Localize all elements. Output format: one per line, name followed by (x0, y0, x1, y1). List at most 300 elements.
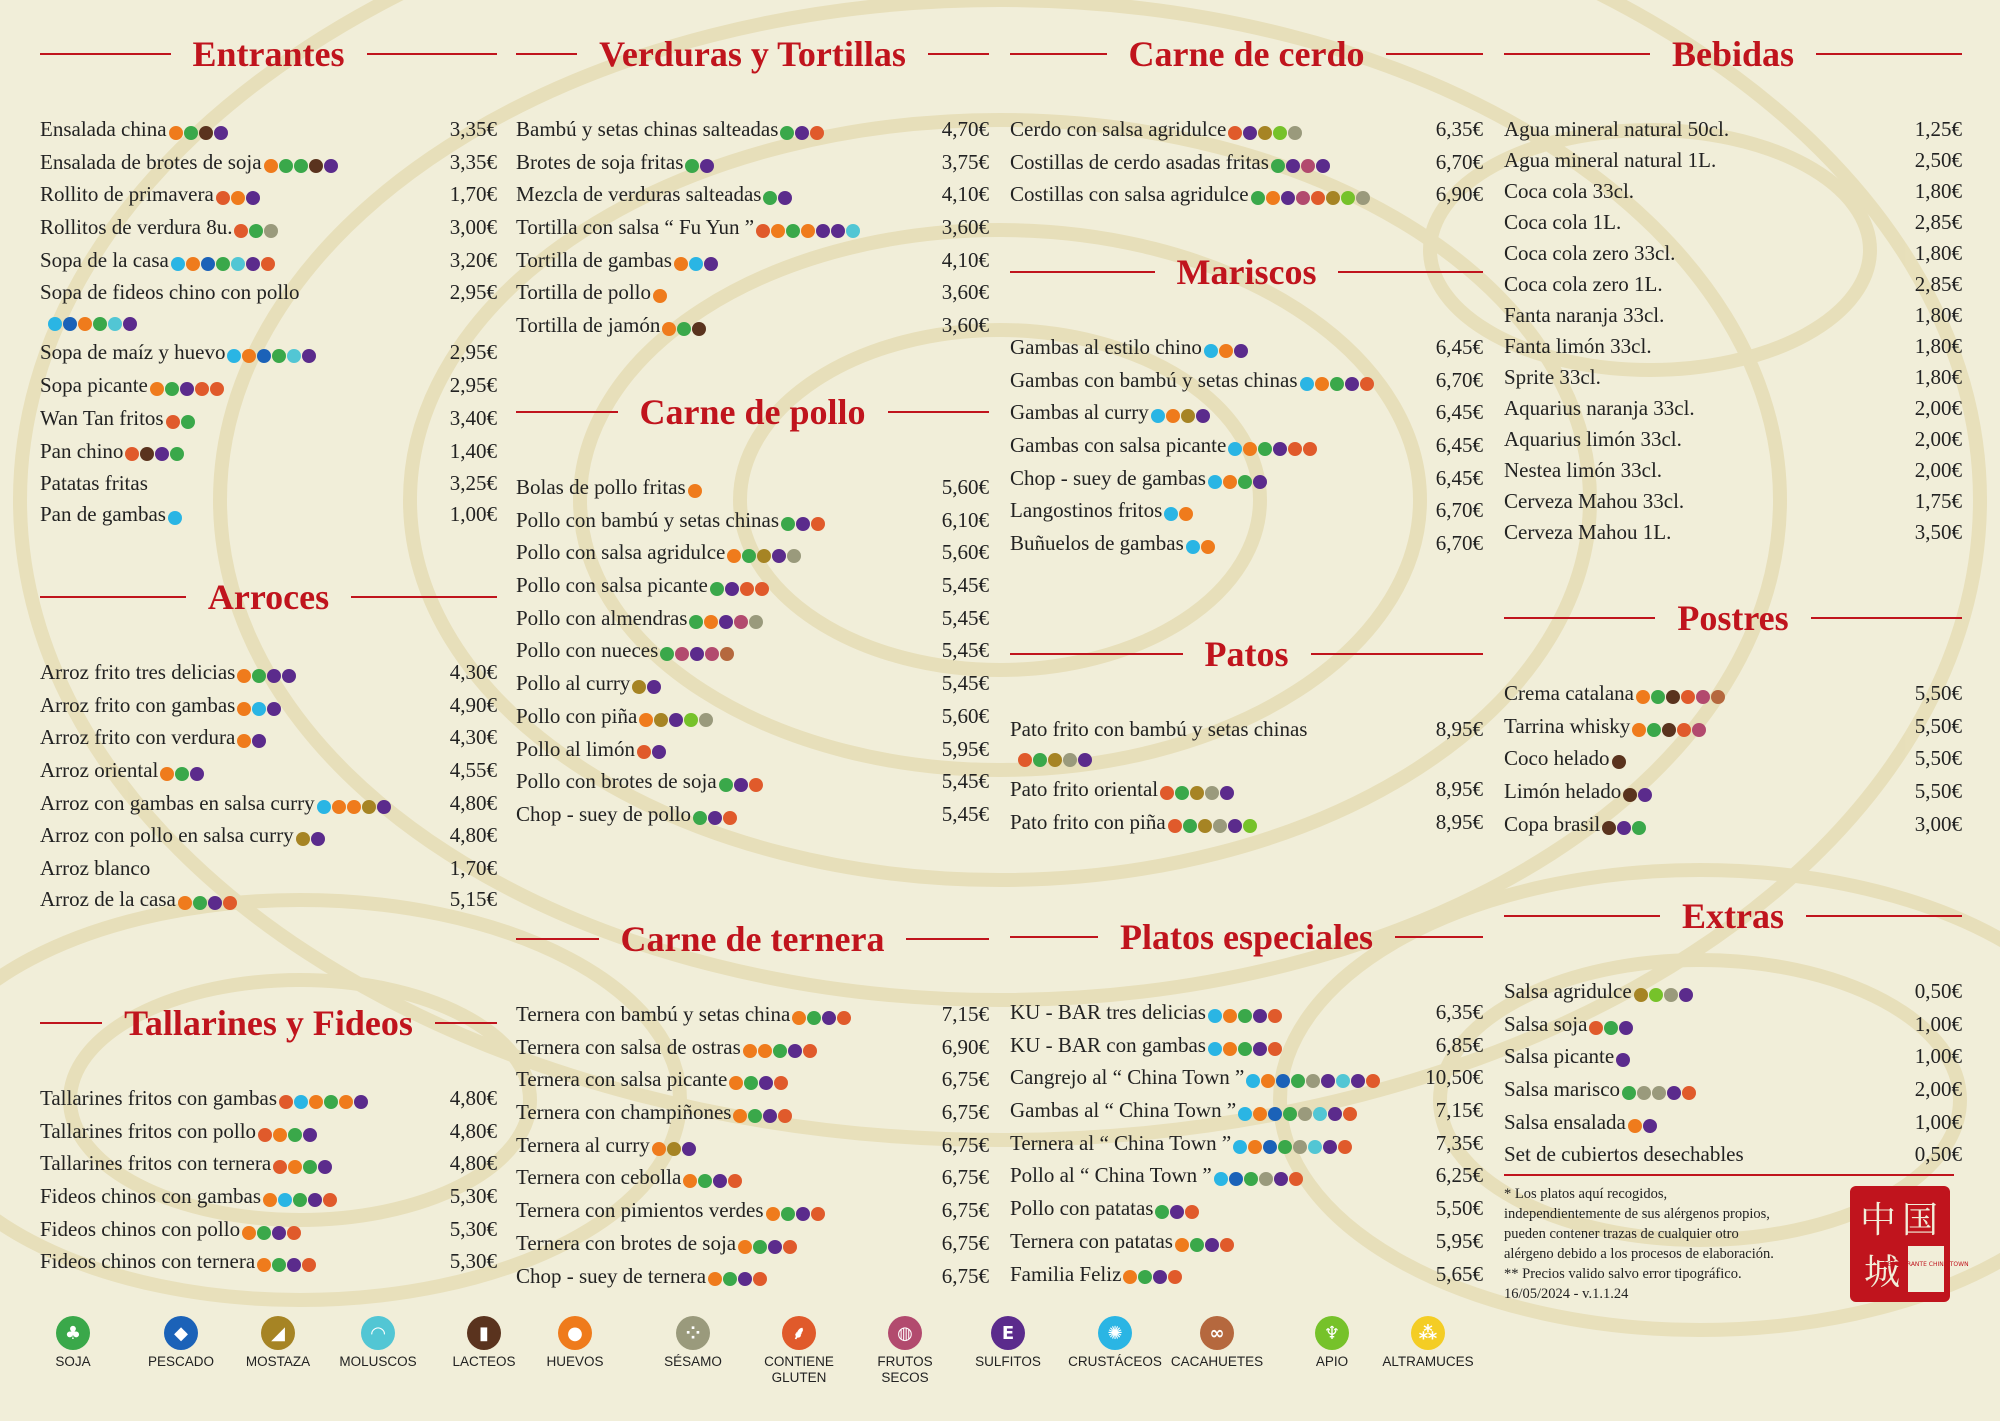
menu-item-price: 5,60€ (941, 475, 989, 499)
menu-item-name-cell (40, 499, 444, 532)
apio-allergen-icon (1341, 191, 1355, 205)
menu-item-name: Fideos chinos con ternera (40, 1249, 256, 1274)
huevos-allergen-icon (1175, 1238, 1189, 1252)
menu-item-name-cell (1504, 455, 1909, 486)
legend-label: SOJA (55, 1354, 91, 1369)
soja-allergen-icon (303, 1160, 317, 1174)
huevos-allergen-icon (662, 322, 676, 336)
soja-allergen-icon (1238, 1042, 1252, 1056)
menu-item-price: 5,45€ (941, 769, 989, 794)
menu-item-price: 4,90€ (449, 692, 497, 717)
allergen-icons (766, 1197, 826, 1228)
menu-item-name: Salsa agridulce (1504, 979, 1632, 1003)
menu-item (1010, 774, 1483, 807)
menu-item-name: Pollo al limón (516, 736, 636, 761)
soja-allergen-icon (170, 447, 184, 461)
lacteos-allergen-icon (140, 447, 154, 461)
menu-item-name: Ternera con bambú y setas china (516, 1002, 791, 1026)
allergen-icons (719, 768, 764, 799)
allergen-icons (743, 1033, 818, 1064)
menu-item (516, 635, 989, 668)
sesamo-allergen-icon (1288, 126, 1302, 140)
soja-allergen-icon (1138, 1270, 1152, 1284)
menu-item-name-cell (516, 1261, 936, 1294)
frutos-allergen-icon (1696, 690, 1710, 704)
huevos-allergen-icon (242, 1226, 256, 1240)
sulfitos-allergen-icon (1274, 1172, 1288, 1186)
soja-allergen-icon (1330, 377, 1344, 391)
menu-item-name-cell (516, 603, 936, 636)
allergen-icons (674, 246, 719, 277)
gluten-allergen-icon (756, 224, 770, 238)
note-line: ** Precios valido salvo error tipográfico. (1504, 1266, 1742, 1282)
menu-item-name-cell (40, 820, 444, 853)
allergen-icons (216, 181, 261, 212)
menu-item (40, 370, 497, 403)
menu-item (1504, 486, 1962, 517)
huevos-allergen-icon (708, 1272, 722, 1286)
menu-item-price: 4,30€ (449, 725, 497, 750)
menu-item-name: Arroz frito tres delicias (40, 660, 236, 684)
menu-item (1010, 1226, 1483, 1259)
legend-label: LACTEOS (452, 1354, 516, 1369)
menu-items-list (516, 472, 989, 832)
soja-allergen-icon (786, 224, 800, 238)
section-heading: Carne de cerdo (1128, 34, 1365, 74)
menu-item-price: 2,85€ (1914, 210, 1962, 234)
gluten-allergen-icon (1228, 126, 1242, 140)
gluten-allergen-icon (755, 582, 769, 596)
menu-item (516, 701, 989, 734)
menu-item-name: Tarrina whisky (1504, 713, 1631, 738)
title-rule (1386, 53, 1483, 55)
menu-item-name-cell (1504, 176, 1909, 207)
menu-item-price: 3,60€ (941, 215, 989, 240)
sulfitos-allergen-icon (816, 224, 830, 238)
lacteos-allergen-icon (692, 322, 706, 336)
menu-item-name: Ternera al “ China Town ” (1010, 1130, 1232, 1155)
section-heading: Mariscos (1176, 252, 1317, 292)
allergen-icons (792, 1001, 852, 1032)
gluten-allergen-icon (223, 896, 237, 910)
menu-item (40, 1116, 497, 1149)
menu-item-price: 2,00€ (1914, 1077, 1962, 1102)
menu-item-price: 4,80€ (449, 1151, 497, 1176)
menu-item-price: 8,95€ (1435, 809, 1483, 834)
menu-item-name-cell (1504, 1107, 1909, 1140)
sulfitos-allergen-icon (1281, 191, 1295, 205)
menu-item (1010, 397, 1483, 430)
menu-item-name-cell (1010, 397, 1430, 430)
moluscos-allergen-icon (1313, 1107, 1327, 1121)
menu-item (516, 1228, 989, 1261)
crustaceos-allergen-icon (252, 702, 266, 716)
huevos-allergen-icon (1179, 507, 1193, 521)
menu-item-name: Ternera con cebolla (516, 1165, 682, 1190)
menu-item (1010, 179, 1483, 212)
frutos-allergen-icon (675, 647, 689, 661)
sulfitos-allergen-icon (1616, 1053, 1630, 1067)
gluten-allergen-icon (1677, 723, 1691, 737)
moluscos-allergen-icon (1336, 1074, 1350, 1088)
menu-item-name: Cerveza Mahou 1L. (1504, 520, 1672, 544)
title-rule (40, 53, 171, 55)
menu-item-name: Chop - suey de pollo (516, 801, 691, 826)
menu-item-name: Salsa soja (1504, 1011, 1588, 1036)
menu-item-price: 1,80€ (1914, 334, 1962, 358)
crustaceos-allergen-icon (1204, 344, 1218, 358)
crustaceos-allergen-icon (1164, 507, 1178, 521)
sulfitos-allergen-icon (1323, 1140, 1337, 1154)
gluten-allergen-icon (837, 1011, 851, 1025)
menu-item-name-cell (516, 766, 936, 799)
section-entrantes (40, 32, 497, 532)
menu-item (1010, 807, 1483, 840)
soja-allergen-icon (677, 322, 691, 336)
gluten-allergen-icon (1018, 753, 1032, 767)
peanut-icon: ∞ (1200, 1316, 1234, 1350)
soja-allergen-icon (1238, 475, 1252, 489)
menu-item-name: Bolas de pollo fritas (516, 475, 686, 499)
huevos-allergen-icon (733, 1109, 747, 1123)
allergen-legend (54, 1316, 1554, 1386)
huevos-allergen-icon (160, 767, 174, 781)
seal-char: 中 (1859, 1200, 1897, 1241)
soja-allergen-icon (193, 896, 207, 910)
menu-item-name-cell (516, 570, 936, 603)
menu-item-price: 2,95€ (449, 373, 497, 398)
menu-item-name: Tortilla con salsa “ Fu Yun ” (516, 215, 755, 240)
allergen-icons (1300, 366, 1375, 397)
huevos-allergen-icon (1123, 1270, 1137, 1284)
note-line: alérgeno debido a los procesos de elaboración. (1504, 1246, 1774, 1262)
allergen-icons (264, 148, 339, 179)
huevos-allergen-icon (288, 1160, 302, 1174)
menu-item-name: Cangrejo al “ China Town ” (1010, 1065, 1245, 1090)
allergen-icons (780, 116, 825, 147)
menu-item-name-cell (40, 853, 444, 884)
section-mariscos (1010, 250, 1483, 561)
allergen-icons (1622, 1076, 1697, 1107)
seal-char: 城 (1863, 1252, 1901, 1293)
menu-item-price: 2,85€ (1914, 272, 1962, 296)
menu-item-name: Salsa ensalada (1504, 1109, 1626, 1134)
title-rule (40, 1022, 102, 1024)
menu-item-name: KU - BAR tres delicias (1010, 1000, 1206, 1024)
title-rule (1010, 271, 1155, 273)
menu-item-name-cell (1010, 1160, 1430, 1193)
apio-allergen-icon (1649, 988, 1663, 1002)
menu-item (1010, 1030, 1483, 1063)
section-pollo (516, 390, 989, 832)
allergen-icons (1251, 181, 1371, 212)
menu-item-name-cell (516, 114, 936, 147)
legend-item-huevos (520, 1316, 630, 1370)
menu-item-name: Gambas al “ China Town ” (1010, 1098, 1237, 1123)
allergen-icons (1018, 743, 1430, 774)
sulfitos-allergen-icon (1228, 819, 1242, 833)
sulfite-icon: E (991, 1316, 1025, 1350)
section-especiales (1010, 915, 1483, 1291)
legend-label: MOSTAZA (245, 1354, 311, 1369)
section-cerdo (1010, 32, 1483, 212)
menu-item-name: Agua mineral natural 50cl. (1504, 117, 1730, 141)
huevos-allergen-icon (1223, 1042, 1237, 1056)
menu-item-price: 5,50€ (1914, 746, 1962, 771)
menu-item-price: 1,00€ (449, 502, 497, 527)
menu-item (516, 1064, 989, 1097)
menu-item-name-cell (1010, 528, 1430, 561)
lacteos-allergen-icon (1602, 821, 1616, 835)
menu-item-price: 5,60€ (941, 540, 989, 565)
allergen-note (1504, 1184, 1834, 1304)
menu-item (1504, 424, 1962, 455)
cacahuetes-allergen-icon (720, 647, 734, 661)
menu-item-name-cell (40, 1116, 444, 1149)
huevos-allergen-icon (1166, 409, 1180, 423)
menu-item (516, 1032, 989, 1065)
gluten-allergen-icon (1220, 1238, 1234, 1252)
menu-item-name-cell (1504, 1074, 1909, 1107)
menu-item (1504, 743, 1962, 776)
menu-item-name-cell (40, 245, 444, 278)
menu-item (516, 734, 989, 767)
menu-item-name: Pan de gambas (40, 502, 166, 527)
sesamo-allergen-icon (1356, 191, 1370, 205)
menu-item-name: Pollo con piña (516, 703, 638, 728)
menu-item-price: 3,00€ (1914, 811, 1962, 836)
menu-item (1504, 1139, 1962, 1170)
note-line: * Los platos aquí recogidos, (1504, 1186, 1668, 1202)
gluten-allergen-icon (1360, 377, 1374, 391)
soja-allergen-icon (744, 1076, 758, 1090)
gluten-allergen-icon (728, 1174, 742, 1188)
menu-item-name-cell (1010, 1062, 1419, 1095)
menu-item-name: KU - BAR con gambas (1010, 1032, 1206, 1057)
menu-item-price: 1,80€ (1914, 241, 1962, 265)
menu-item (1010, 147, 1483, 180)
menu-item-price: 1,00€ (1914, 1011, 1962, 1036)
menu-items-list (1010, 714, 1483, 839)
menu-item (516, 147, 989, 180)
sulfitos-allergen-icon (287, 1258, 301, 1272)
soja-allergen-icon (257, 1226, 271, 1240)
menu-item-name-cell (516, 799, 936, 832)
sulfitos-allergen-icon (303, 1128, 317, 1142)
menu-item-price: 5,45€ (941, 801, 989, 826)
allergen-icons (1636, 680, 1726, 711)
soja-allergen-icon (1271, 159, 1285, 173)
menu-item-name-cell (40, 788, 444, 821)
gluten-allergen-icon (810, 126, 824, 140)
menu-item (1504, 809, 1962, 842)
menu-item (1504, 1074, 1962, 1107)
sesamo-allergen-icon (1259, 1172, 1273, 1186)
allergen-icons (273, 1150, 333, 1181)
soja-allergen-icon (272, 1258, 286, 1272)
section-heading: Tallarines y Fideos (124, 1003, 413, 1043)
menu-item-name: Pollo con patatas (1010, 1196, 1154, 1221)
gluten-allergen-icon (1288, 442, 1302, 456)
allergen-icons (1602, 810, 1647, 841)
sesamo-allergen-icon (1298, 1107, 1312, 1121)
menu-item-name-cell (1010, 495, 1430, 528)
section-extras (1504, 894, 1962, 1170)
menu-item (40, 147, 497, 180)
section-title-mariscos (1010, 250, 1483, 294)
moluscos-allergen-icon (846, 224, 860, 238)
soja-allergen-icon (294, 159, 308, 173)
menu-item-price: 5,45€ (941, 605, 989, 630)
menu-item (1010, 528, 1483, 561)
allergen-icons (237, 691, 282, 722)
menu-item-price: 1,40€ (449, 438, 497, 463)
huevos-allergen-icon (743, 1044, 757, 1058)
sulfitos-allergen-icon (318, 1160, 332, 1174)
lupin-icon: ⁂ (1411, 1316, 1445, 1350)
menu-item-price: 6,70€ (1435, 149, 1483, 174)
allergen-icons (237, 724, 267, 755)
menu-item (516, 668, 989, 701)
sulfitos-allergen-icon (700, 159, 714, 173)
frutos-allergen-icon (705, 647, 719, 661)
section-title-entrantes (40, 32, 497, 76)
allergen-icons (263, 1183, 338, 1214)
allergen-icons (1208, 464, 1268, 495)
menu-item-name: Cerdo con salsa agridulce (1010, 117, 1227, 141)
soja-allergen-icon (723, 1272, 737, 1286)
menu-item (40, 853, 497, 884)
menu-item-name: Sprite 33cl. (1504, 365, 1601, 389)
menu-item-name-cell (1504, 269, 1909, 300)
allergen-icons (1155, 1195, 1200, 1226)
menu-item-name-cell (1504, 424, 1909, 455)
lacteos-allergen-icon (1666, 690, 1680, 704)
allergen-icons (1612, 745, 1627, 776)
sulfitos-allergen-icon (1351, 1074, 1365, 1088)
sulfitos-allergen-icon (1617, 821, 1631, 835)
menu-item (516, 999, 989, 1032)
menu-item (1504, 1009, 1962, 1042)
menu-item-price: 5,30€ (449, 1184, 497, 1209)
menu-item-name: Costillas de cerdo asadas fritas (1010, 149, 1269, 174)
title-rule (367, 53, 498, 55)
crustaceos-allergen-icon (1238, 1107, 1252, 1121)
allergen-icons (688, 474, 703, 505)
menu-item-name-cell (1010, 1030, 1430, 1063)
menu-item-name-cell (1504, 114, 1909, 145)
menu-item-price: 6,75€ (941, 1067, 989, 1092)
menu-item-name-cell (1504, 809, 1909, 842)
allergen-icons (296, 822, 326, 853)
huevos-allergen-icon (683, 1174, 697, 1188)
huevos-allergen-icon (1219, 344, 1233, 358)
soja-allergen-icon (279, 159, 293, 173)
allergen-icons (1233, 1129, 1353, 1160)
menu-item-name: Ternera con brotes de soja (516, 1230, 737, 1255)
menu-item-name-cell (1010, 179, 1430, 212)
pescado-allergen-icon (257, 349, 271, 363)
menu-item-name-cell (1504, 711, 1909, 744)
sulfitos-allergen-icon (180, 382, 194, 396)
menu-item-name-cell (40, 277, 444, 337)
menu-item-name: Pato frito oriental (1010, 777, 1159, 801)
huevos-allergen-icon (263, 1193, 277, 1207)
allergen-icons (166, 405, 196, 436)
soja-allergen-icon (1190, 1238, 1204, 1252)
menu-item-price: 5,50€ (1435, 1196, 1483, 1221)
mostaza-allergen-icon (362, 800, 376, 814)
menu-item-name: Aquarius limón 33cl. (1504, 427, 1682, 451)
allergen-icons (1208, 1031, 1283, 1062)
sulfitos-allergen-icon (1667, 1086, 1681, 1100)
menu-item-price: 7,35€ (1435, 1130, 1483, 1155)
gluten-allergen-icon (125, 447, 139, 461)
menu-item-price: 1,00€ (1914, 1044, 1962, 1069)
soja-allergen-icon (1033, 753, 1047, 767)
huevos-allergen-icon (1636, 690, 1650, 704)
menu-item-name: Ternera con pimientos verdes (516, 1198, 764, 1223)
menu-item-name: Buñuelos de gambas (1010, 531, 1184, 556)
sulfitos-allergen-icon (1638, 788, 1652, 802)
menu-item (1010, 1128, 1483, 1161)
menu-item (1504, 517, 1962, 548)
menu-item-name-cell (1010, 997, 1430, 1030)
menu-item (40, 1083, 497, 1116)
legend-label: SULFITOS (975, 1354, 1041, 1369)
sulfitos-allergen-icon (252, 734, 266, 748)
gluten-allergen-icon (1366, 1074, 1380, 1088)
menu-item-name-cell (516, 1195, 936, 1228)
menu-item (1010, 430, 1483, 463)
menu-item-name: Coco helado (1504, 746, 1610, 771)
mostaza-allergen-icon (1326, 191, 1340, 205)
section-title-cerdo (1010, 32, 1483, 76)
gluten-allergen-icon (216, 191, 230, 205)
crustaceos-allergen-icon (1233, 1140, 1247, 1154)
title-rule (1504, 915, 1660, 917)
menu-item (1010, 1095, 1483, 1128)
title-rule (516, 411, 618, 413)
menu-item-name-cell (1504, 517, 1909, 548)
sulfitos-allergen-icon (1196, 409, 1210, 423)
menu-item-name: Pollo con bambú y setas chinas (516, 507, 780, 532)
legend-label: SÉSAMO (664, 1354, 722, 1369)
menu-item-price: 2,00€ (1914, 427, 1962, 451)
frutos-allergen-icon (1301, 159, 1315, 173)
menu-item-name: Chop - suey de gambas (1010, 465, 1206, 490)
soja-allergen-icon (807, 1011, 821, 1025)
moluscos-allergen-icon (108, 317, 122, 331)
crustaceos-allergen-icon (1186, 540, 1200, 554)
menu-item-name-cell (516, 277, 936, 310)
menu-item-name: Pollo al curry (516, 671, 631, 696)
menu-item (1504, 1041, 1962, 1074)
huevos-allergen-icon (1253, 1107, 1267, 1121)
menu-item-name-cell (40, 1214, 444, 1247)
menu-item-price: 6,70€ (1435, 531, 1483, 556)
menu-item-price: 3,60€ (941, 280, 989, 305)
menu-item (516, 799, 989, 832)
allergen-icons (689, 604, 764, 635)
huevos-allergen-icon (347, 800, 361, 814)
menu-item-name: Bambú y setas chinas salteadas (516, 117, 779, 141)
title-rule (1311, 653, 1484, 655)
menu-item-name-cell (1010, 807, 1430, 840)
sulfitos-allergen-icon (682, 1142, 696, 1156)
huevos-allergen-icon (264, 159, 278, 173)
menu-item-price: 3,25€ (449, 471, 497, 496)
